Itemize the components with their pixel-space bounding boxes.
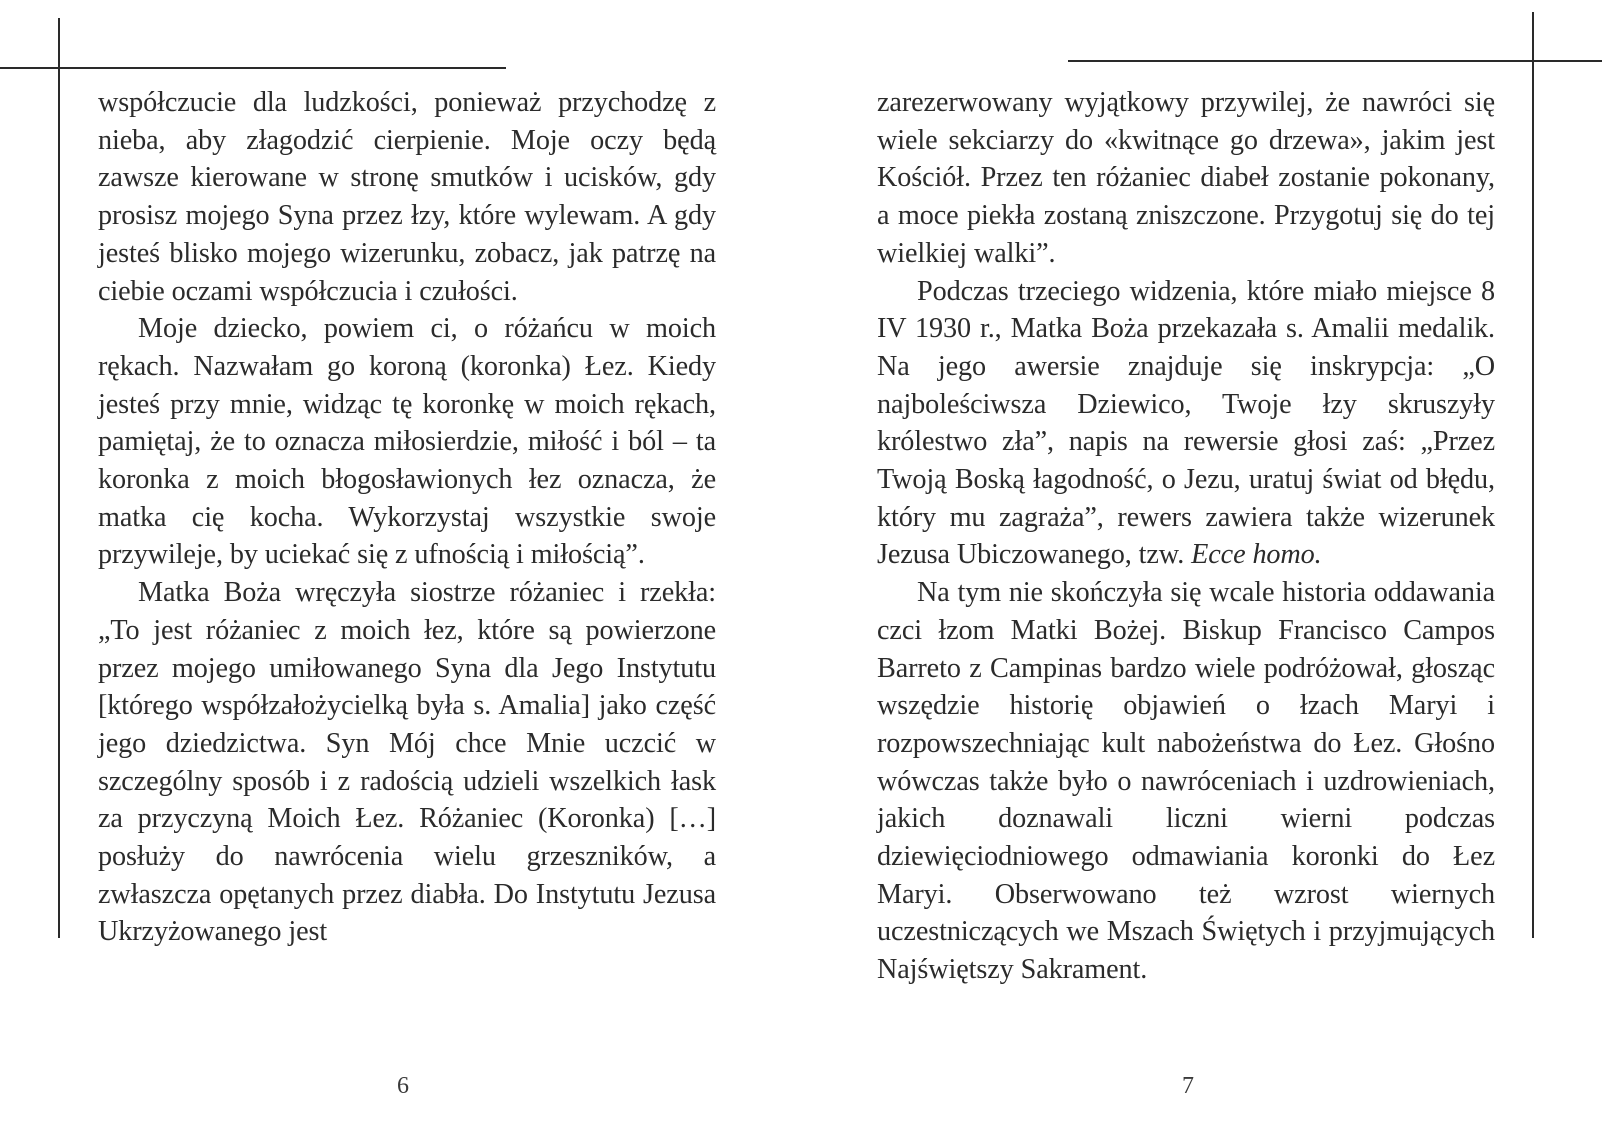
right-paragraph-2-text: Podczas trzeciego widzenia, które miało miejsce 8 IV 1930 r., Matka Boża przekazała s. Amalii medalik. Na jego awersie znajduje się inskrypcja: „O najboleściwsza Dziewico, Twoje łzy skruszyły królestwo zła”, napis na rewersie głosi zaś: „Przez Twoją Boską łagodność, o Jezu, uratuj świat od błędu, który mu zagraża”, rewers zawiera także wizerunek Jezusa Ubiczowanego, tzw. [877,275,1495,571]
crop-mark-left-vertical [58,18,60,938]
page-number-left: 6 [397,1073,409,1099]
crop-mark-right-vertical [1532,12,1534,938]
page-number-right: 7 [1182,1073,1194,1099]
right-paragraph-2 [877,273,1495,575]
left-page-text [98,84,716,951]
right-page-text [877,84,1495,989]
right-paragraph-1: zarezerwowany wyjątkowy przywilej, że nawróci się wiele sekciarzy do «kwitnące go drzewa», jakim jest Kościół. Przez ten różaniec diabeł zostanie pokonany, a moce piekła zostaną zniszczone. Przygotuj się do tej wielkiej walki”. [877,87,1495,269]
crop-mark-right-horizontal [1068,60,1602,62]
right-paragraph-3: Na tym nie skończyła się wcale historia oddawania czci łzom Matki Bożej. Biskup Francisco Campos Barreto z Campinas bardzo wiele podróżował, głosząc wszędzie historię objawień o łzach Maryi i rozpowszechniając kult nabożeństwa do Łez. Głośno wówczas także było o nawróceniach i uzdrowieniach, jakich doznawali liczni wierni podczas dziewięciodniowego odmawiania koronki do Łez Maryi. Obserwowano też wzrost wiernych uczestniczących we Mszach Świętych i przyjmujących Najświętszy Sakrament. [877,577,1495,986]
ecce-homo-italic: Ecce homo. [1191,539,1322,571]
left-paragraph-1: współczucie dla ludzkości, ponieważ przychodzę z nieba, aby złagodzić cierpienie. Moje oczy będą zawsze kierowane w stronę smutków i ucisków, gdy prosisz mojego Syna przez łzy, które wylewam. A gdy jesteś blisko mojego wizerunku, zobacz, jak patrzę na ciebie oczami współczucia i czułości. [98,87,716,307]
left-paragraph-2: Moje dziecko, powiem ci, o różańcu w moich rękach. Nazwałam go koroną (koronka) Łez. Kiedy jesteś przy mnie, widząc tę koronkę w moich rękach, pamiętaj, że to oznacza miłosierdzie, miłość i ból – ta koronka z moich błogosławionych łez oznacza, że matka cię kocha. Wykorzystaj wszystkie swoje przywileje, by uciekać się z ufnością i miłością”. [98,313,716,571]
left-paragraph-3: Matka Boża wręczyła siostrze różaniec i rzekła: „To jest różaniec z moich łez, które są powierzone przez mojego umiłowanego Syna dla Jego Instytutu [którego współzałożycielką była s. Amalia] jako część jego dziedzictwa. Syn Mój chce Mnie uczcić w szczególny sposób i z radością udzieli wszelkich łask za przyczyną Moich Łez. Różaniec (Koronka) […] posłuży do nawrócenia wielu grzeszników, a zwłaszcza opętanych przez diabła. Do Instytutu Jezusa Ukrzyżowanego jest [98,577,716,948]
crop-mark-left-horizontal [0,67,506,69]
